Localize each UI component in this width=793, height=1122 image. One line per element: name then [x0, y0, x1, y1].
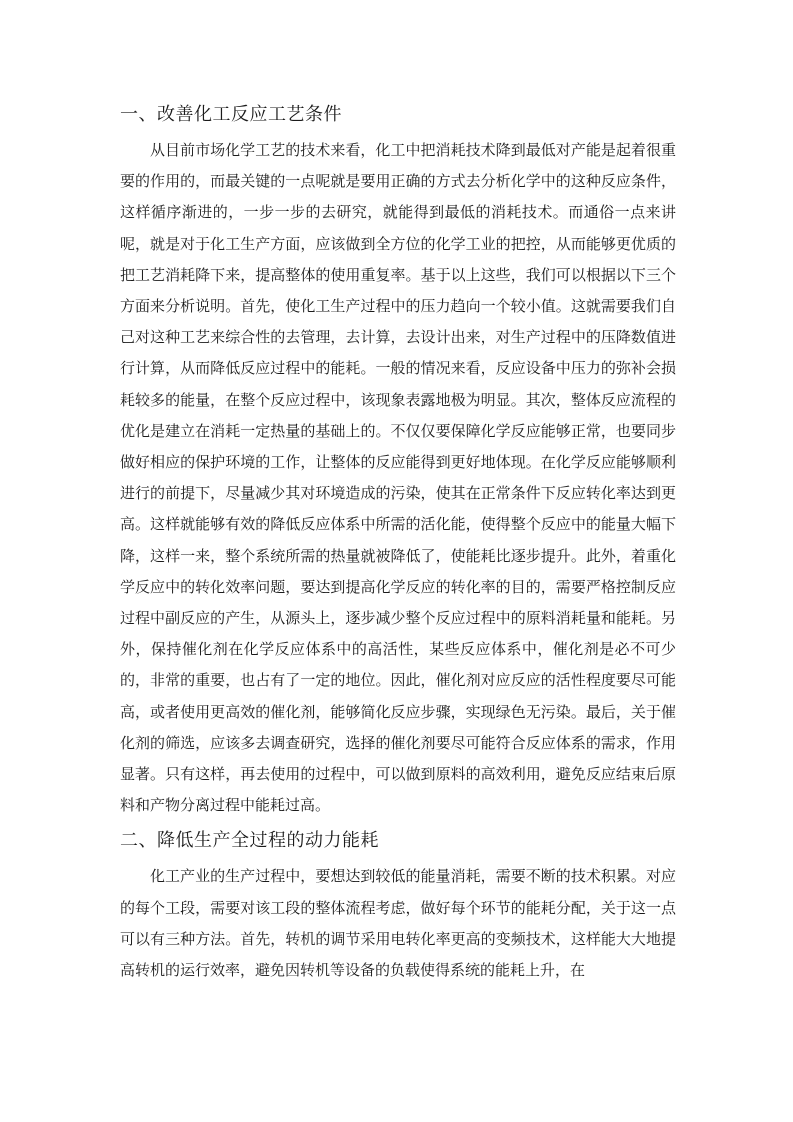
section-paragraph-1: 从目前市场化学工艺的技术来看，化工中把消耗技术降到最低对产能是起着很重要的作用的，而最关键的一点呢就是要用正确的方式去分析化学中的这种反应条件，这样循序渐进的，一步一步的去研究，就能得到最低的消耗技术。而通俗一点来讲呢，就是对于化工生产方面，应该做到全方位的化学工业的把控，从而能够更优质的把工艺消耗降下来，提高整体的使用重复率。基于以上这些，我们可以根据以下三个方面来分析说明。首先，使化工生产过程中的压力趋向一个较小值。这就需要我们自己对这种工艺来综合性的去管理，去计算，去设计出来，对生产过程中的压降数值进行计算，从而降低反应过程中的能耗。一般的情况来看，反应设备中压力的弥补会损耗较多的能量，在整个反应过程中，该现象表露地极为明显。其次，整体反应流程的优化是建立在消耗一定热量的基础上的。不仅仅要保障化学反应能够正常，也要同步做好相应的保护环境的工作，让整体的反应能得到更好地体现。在化学反应能够顺利进行的前提下，尽量减少其对环境造成的污染，使其在正常条件下反应转化率达到更高。这样就能够有效的降低反应体系中所需的活化能，使得整个反应中的能量大幅下降，这样一来，整个系统所需的热量就被降低了，使能耗比逐步提升。此外，着重化学反应中的转化效率问题，要达到提高化学反应的转化率的目的，需要严格控制反应过程中副反应的产生，从源头上，逐步减少整个反应过程中的原料消耗量和能耗。另外，保持催化剂在化学反应体系中的高活性，某些反应体系中，催化剂是必不可少的，非常的重要，也占有了一定的地位。因此，催化剂对应反应的活性程度要尽可能高，或者使用更高效的催化剂，能够简化反应步骤，实现绿色无污染。最后，关于催化剂的筛选，应该多去调查研究，选择的催化剂要尽可能符合反应体系的需求，作用显著。只有这样，再去使用的过程中，可以做到原料的高效利用，避免反应结束后原料和产物分离过程中能耗过高。 [120, 141, 676, 815]
document-page [120, 98, 676, 986]
section-heading-2: 二、降低生产全过程的动力能耗 [120, 830, 379, 852]
section-paragraph-2: 化工产业的生产过程中，要想达到较低的能量消耗，需要不断的技术积累。对应的每个工段，需要对该工段的整体流程考虑，做好每个环节的能耗分配，关于这一点可以有三种方法。首先，转机的调节采用电转化率更高的变频技术，这样能大大地提高转机的运行效率，避免因转机等设备的负载使得系统的能耗上升，在 [120, 867, 676, 980]
section-heading-1: 一、改善化工反应工艺条件 [120, 104, 342, 125]
